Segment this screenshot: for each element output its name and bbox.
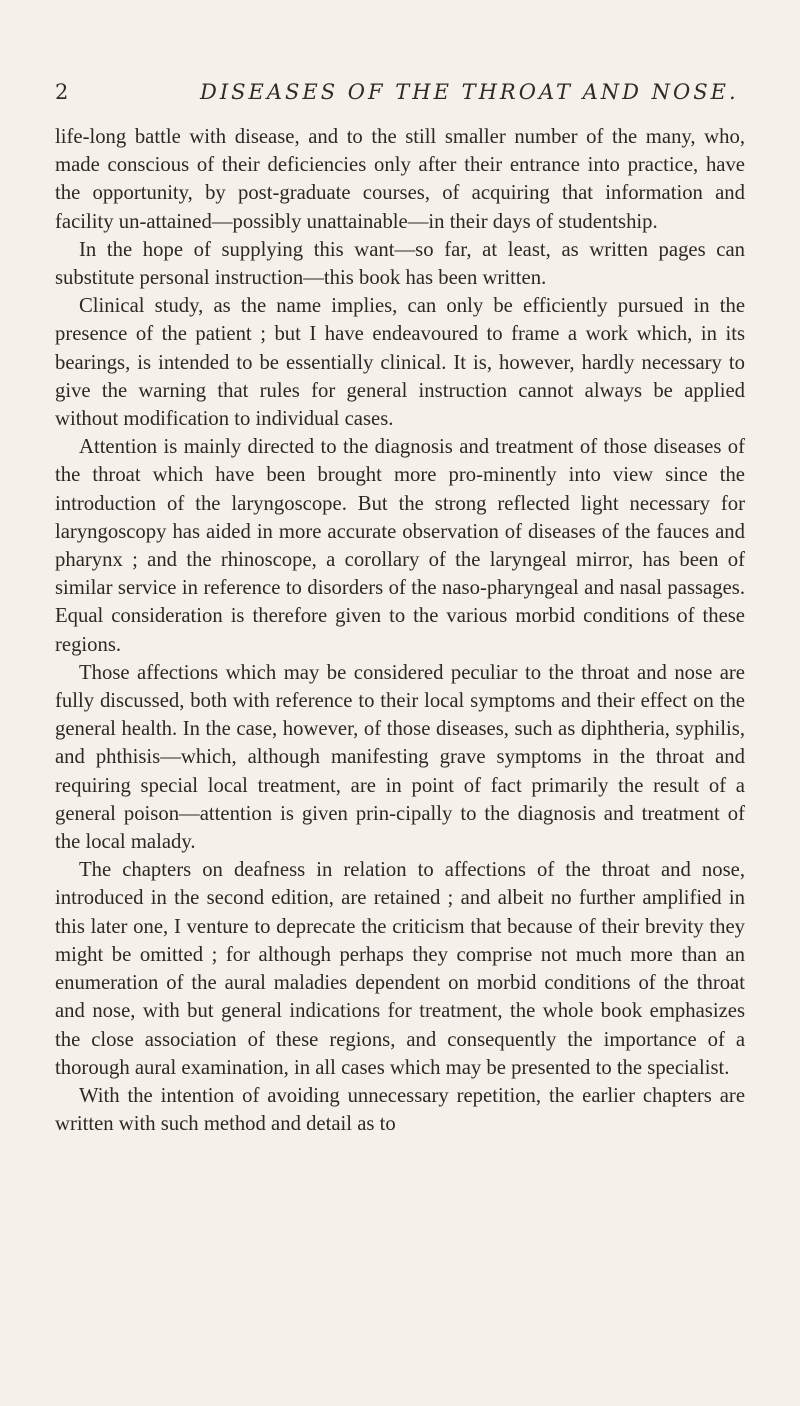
body-text: [55, 123, 745, 1138]
paragraph: The chapters on deafness in relation to affections of the throat and nose, introduced in the second edition, are retained ; and albeit no further amplified in this later one, I venture to deprecate the criticism that because of their brevity they might be omitted ; for although perhaps they comprise not much more than an enumeration of the aural maladies dependent on morbid conditions of the throat and nose, with but general indications for treatment, the whole book emphasizes the close association of these regions, and consequently the importance of a thorough aural examination, in all cases which may be presented to the specialist.: [55, 859, 745, 1079]
paragraph: In the hope of supplying this want—so far, at least, as written pages can substitute personal instruction—this book has been written.: [55, 238, 745, 290]
paragraph: Those affections which may be considered peculiar to the throat and nose are fully discussed, both with reference to their local symptoms and their effect on the general health. In the case, however, of those diseases, such as diphtheria, syphilis, and phthisis—which, although manifesting grave symptoms in the throat and requiring special local treatment, are in point of fact primarily the result of a general poison—attention is given prin-cipally to the diagnosis and treatment of the local malady.: [55, 661, 745, 854]
paragraph: Attention is mainly directed to the diagnosis and treatment of those diseases of the throat which have been brought more pro-minently into view since the introduction of the laryngoscope. But the strong reflected light necessary for laryngoscopy has aided in more accurate observation of diseases of the fauces and pharynx ; and the rhinoscope, a corollary of the laryngeal mirror, has been of similar service in reference to disorders of the naso-pharyngeal and nasal passages. Equal consideration is therefore given to the various morbid conditions of these regions.: [55, 436, 745, 656]
paragraph: life-long battle with disease, and to the still smaller number of the many, who, made conscious of their deficiencies only after their entrance into practice, have the opportunity, by post-graduate courses, of acquiring that information and facility un-attained—possibly unattainable—in their days of studentship.: [55, 126, 745, 233]
paragraph: With the intention of avoiding unnecessary repetition, the earlier chapters are written with such method and detail as to: [55, 1084, 745, 1136]
page-header: [55, 80, 745, 110]
running-head: DISEASES OF THE THROAT AND NOSE.: [200, 80, 739, 104]
page-number: 2: [55, 80, 69, 104]
paragraph: Clinical study, as the name implies, can only be efficiently pursued in the presence of the patient ; but I have endeavoured to frame a work which, in its bearings, is intended to be essentially clinical. It is, however, hardly necessary to give the warning that rules for general instruction cannot always be applied without modification to individual cases.: [55, 295, 745, 431]
